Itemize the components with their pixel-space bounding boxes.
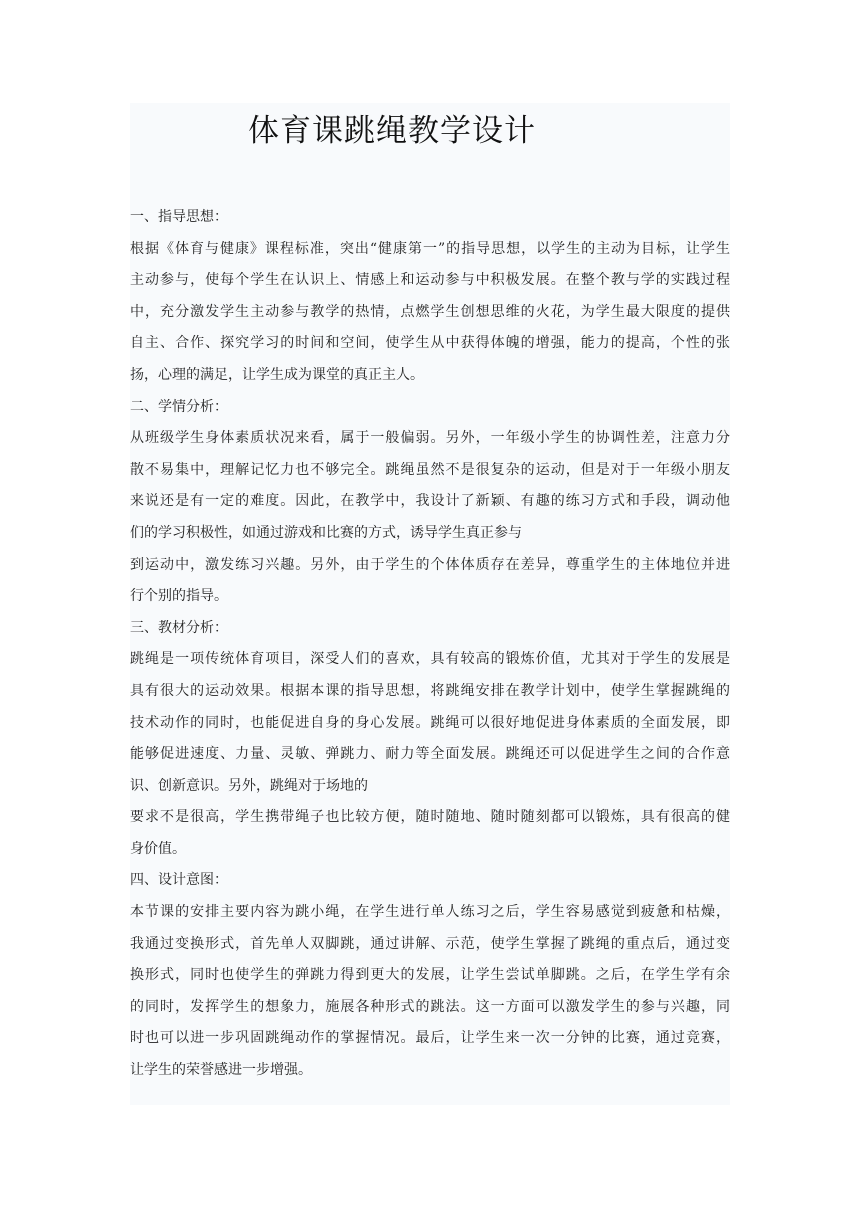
text-line: 从班级学生身体素质状况来看，属于一般偏弱。另外，一年级小学生的协调性差，注意力分 — [130, 430, 730, 447]
document-title: 体育课跳绳教学设计 — [248, 113, 536, 149]
text-line-short: 行个别的指导。 — [130, 588, 228, 605]
text-line: 本节课的安排主要内容为跳小绳，在学生进行单人练习之后，学生容易感觉到疲惫和枯燥， — [130, 904, 730, 921]
text-line-short: 们的学习积极性，如通过游戏和比赛的方式，诱导学生真正参与 — [130, 524, 522, 541]
text-line: 来说还是有一定的难度。因此，在教学中，我设计了新颖、有趣的练习方式和手段，调动他 — [130, 493, 730, 510]
text-line-short: 一、指导思想： — [130, 209, 228, 225]
text-line: 根据《体育与健康》课程标准，突出“健康第一”的指导思想，以学生的主动为目标，让学生 — [130, 240, 730, 257]
text-line: 能够促进速度、力量、灵敏、弹跳力、耐力等全面发展。跳绳还可以促进学生之间的合作意 — [130, 746, 730, 763]
text-line: 的同时，发挥学生的想象力，施展各种形式的跳法。这一方面可以激发学生的参与兴趣，同 — [130, 998, 730, 1015]
text-line-short: 四、设计意图： — [130, 872, 228, 889]
text-line-short: 身价值。 — [130, 840, 186, 857]
document-page — [130, 103, 730, 1105]
text-line: 要求不是很高，学生携带绳子也比较方便，随时随地、随时随刻都可以锻炼，具有很高的健 — [130, 809, 730, 826]
text-line: 我通过变换形式，首先单人双脚跳，通过讲解、示范，使学生掌握了跳绳的重点后，通过变 — [130, 935, 730, 952]
text-line: 具有很大的运动效果。根据本课的指导思想，将跳绳安排在教学计划中，使学生掌握跳绳的 — [130, 682, 730, 699]
text-line-short: 二、学情分析： — [130, 398, 228, 415]
text-line: 跳绳是一项传统体育项目，深受人们的喜欢，具有较高的锻炼价值，尤其对于学生的发展是 — [130, 651, 730, 668]
text-line-short: 识、创新意识。另外，跳绳对于场地的 — [130, 777, 368, 794]
text-line: 散不易集中，理解记忆力也不够完全。跳绳虽然不是很复杂的运动，但是对于一年级小朋友 — [130, 461, 730, 478]
text-line: 主动参与，使每个学生在认识上、情感上和运动参与中积极发展。在整个教与学的实践过程 — [130, 272, 730, 289]
text-line-short: 三、教材分析： — [130, 619, 228, 636]
text-line: 到运动中，激发练习兴趣。另外，由于学生的个体体质存在差异，尊重学生的主体地位并进 — [130, 556, 730, 573]
text-line: 技术动作的同时，也能促进自身的身心发展。跳绳可以很好地促进身体素质的全面发展，即 — [130, 714, 730, 731]
text-line: 换形式，同时也使学生的弹跳力得到更大的发展，让学生尝试单脚跳。之后，在学生学有余 — [130, 967, 730, 984]
text-line-short: 让学生的荣誉感进一步增强。 — [130, 1062, 312, 1079]
text-line: 时也可以进一步巩固跳绳动作的掌握情况。最后，让学生来一次一分钟的比赛，通过竞赛， — [130, 1030, 730, 1047]
document-body — [130, 202, 730, 1087]
text-line: 中，充分激发学生主动参与教学的热情，点燃学生创想思维的火花，为学生最大限度的提供 — [130, 303, 730, 320]
text-line-short: 扬，心理的满足，让学生成为课堂的真正主人。 — [130, 366, 424, 383]
text-line: 自主、合作、探究学习的时间和空间，使学生从中获得体魄的增强，能力的提高，个性的张 — [130, 335, 730, 352]
